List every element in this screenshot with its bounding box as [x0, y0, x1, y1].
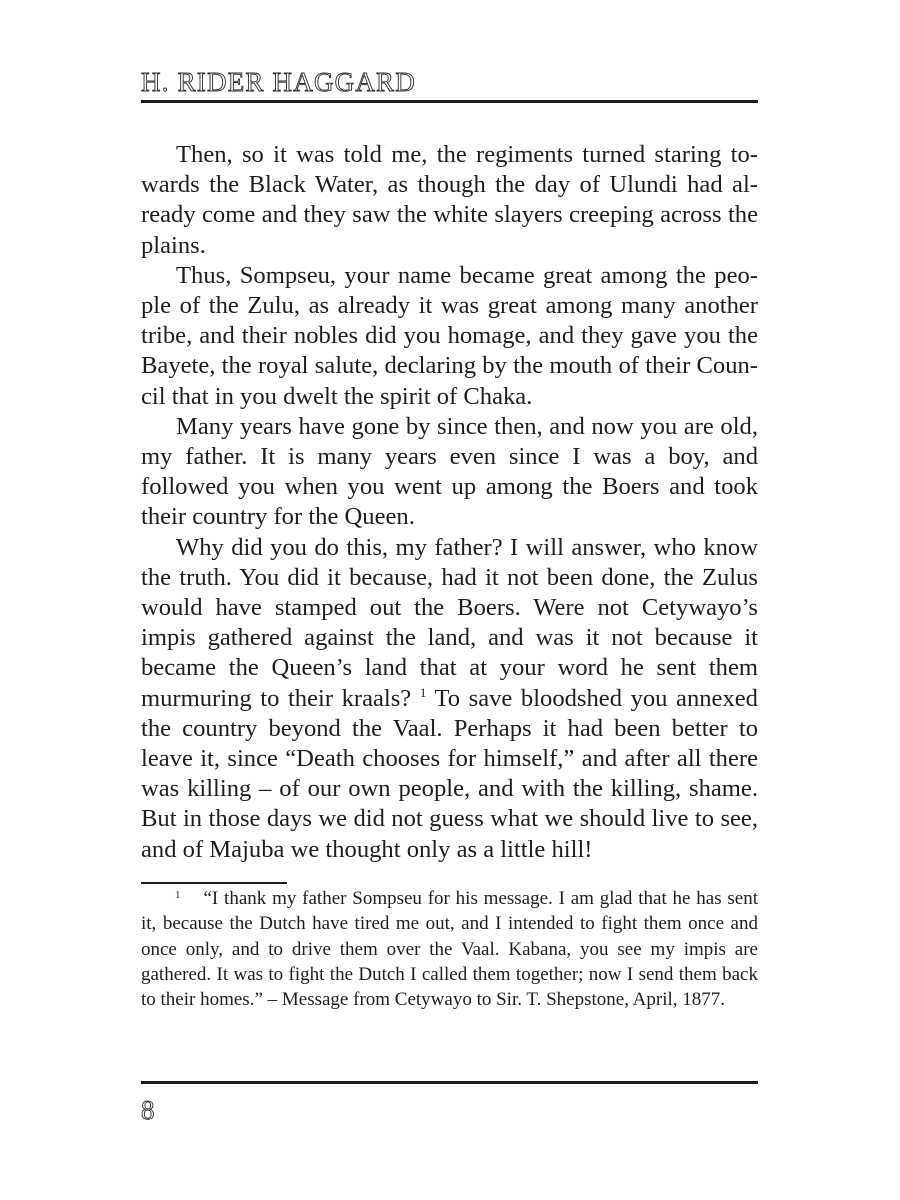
paragraph: [141, 533, 758, 865]
header-rule: [141, 100, 758, 103]
footer-rule: [141, 1081, 758, 1084]
body-text: [141, 140, 758, 865]
paragraph-text: To save bloodshed you annexed the country beyond the Vaal. Perhaps it had been better to leave it, since “Death chooses for himself,” and after all there was killing – of our own people, and with the killing, shame. But in those days we did not guess what we should live to see, and of Majuba we thought only as a little hill!: [141, 684, 758, 863]
paragraph: Many years have gone by since then, and now you are old, my father. It is many years even since I was a boy, and followed you when you went up among the Boers and took their country for the Queen.: [141, 412, 758, 531]
footnote-number: 1: [175, 889, 181, 901]
paragraph-text: Why did you do this, my father? I will answer, who know the truth. You did it because, had it not been done, the Zulus would have stamped out the Boers. Were not Cetywayo’s impis gathered against the land, and was it not because it became the Queen’s land that at your word he sent them murmuring to their kraals?: [141, 533, 758, 712]
paragraph: Thus, Sompseu, your name became great among the people of the Zulu, as already it was great among many another tribe, and their nobles did you homage, and they gave you the Bayete, the royal salute, declaring by the mouth of their Council that in you dwelt the spirit of Chaka.: [141, 261, 758, 410]
footnote: [141, 886, 758, 1012]
footnote-text: “I thank my father Sompseu for his message. I am glad that he has sent it, because the Dutch have tired me out, and I intended to fight them once and once only, and to drive them over the Vaal. Kabana, you see my impis are gathered. It was to fight the Dutch I called them together; now I send them back to their homes.” – Message from Cetywayo to Sir. T. Shepstone, April, 1877.: [141, 888, 758, 1011]
footnote-paragraph: [141, 886, 758, 1012]
book-page: [141, 0, 758, 1200]
footnote-reference[interactable]: 1: [419, 684, 427, 700]
running-head: H. RIDER HAGGARD: [141, 67, 416, 97]
page-number: 8: [141, 1095, 155, 1125]
paragraph: Then, so it was told me, the regiments turned staring towards the Black Water, as though the day of Ulundi had already come and they saw the white slayers creeping across the plains.: [141, 141, 758, 259]
footnote-rule: [141, 882, 287, 884]
